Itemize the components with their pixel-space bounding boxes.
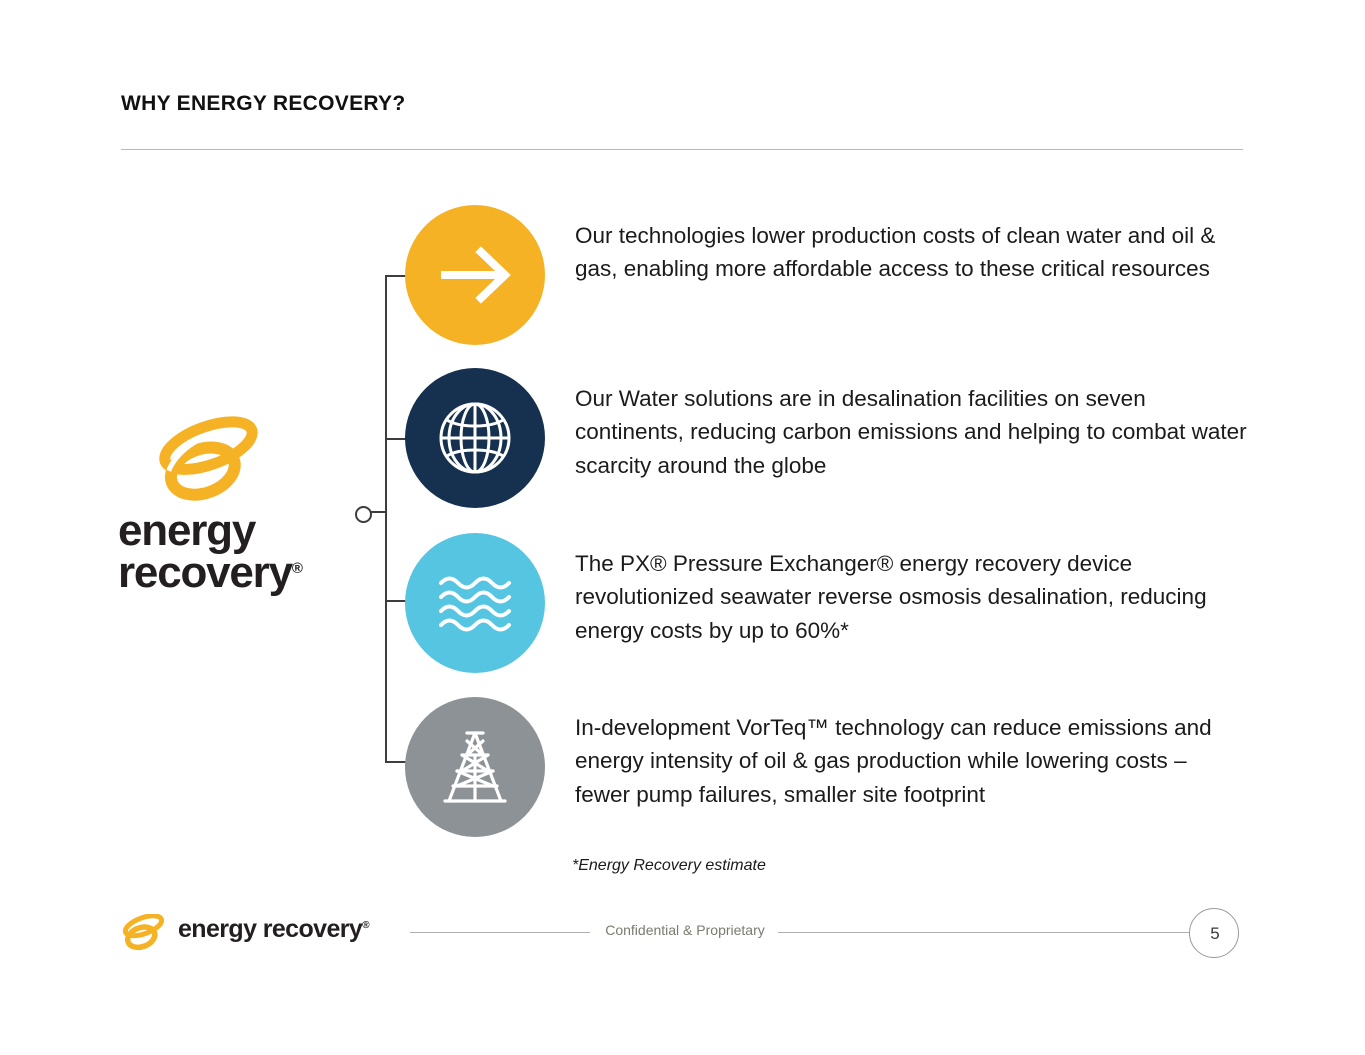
arrow-right-icon [405, 205, 545, 345]
energy-recovery-mark-icon [148, 415, 278, 507]
brand-wordmark-line2: recovery [118, 548, 292, 598]
title-divider [121, 149, 1243, 150]
bullet-text: In-development VorTeq™ technology can reduce emissions and energy intensity of oil & gas production while lowering costs – fewer pump failures, smaller site footprint [575, 715, 1212, 807]
page-title: WHY ENERGY RECOVERY? [121, 92, 406, 115]
bracket-node-icon [355, 506, 372, 523]
oil-derrick-icon [405, 697, 545, 837]
waves-icon [405, 533, 545, 673]
brand-logo [118, 415, 348, 615]
footer-wordmark [178, 915, 369, 944]
confidentiality-note: Confidential & Proprietary [605, 922, 765, 938]
energy-recovery-mark-icon [118, 914, 170, 952]
bracket-vertical-line [385, 275, 387, 762]
footer-divider-left [410, 932, 590, 933]
page-number-badge [1189, 908, 1239, 958]
page-number: 5 [1210, 924, 1220, 943]
footer-divider-right [778, 932, 1190, 933]
footnote: *Energy Recovery estimate [572, 857, 766, 874]
brand-wordmark [118, 506, 348, 598]
registered-mark: ® [362, 920, 369, 931]
bullet-text: Our technologies lower production costs of clean water and oil & gas, enabling more affordable access to these critical resources [575, 223, 1216, 282]
footer-logo [118, 908, 393, 956]
footer-wordmark-text: energy recovery [178, 915, 363, 943]
globe-icon [405, 368, 545, 508]
bullet-text: Our Water solutions are in desalination facilities on seven continents, reducing carbon emissions and helping to combat water scarcity around the globe [575, 386, 1247, 478]
brand-wordmark-line1: energy [118, 506, 256, 555]
registered-mark: ® [291, 560, 303, 578]
bullet-text: The PX® Pressure Exchanger® energy recovery device revolutionized seawater reverse osmosis desalination, reducing energy costs by up to 60%* [575, 551, 1207, 643]
